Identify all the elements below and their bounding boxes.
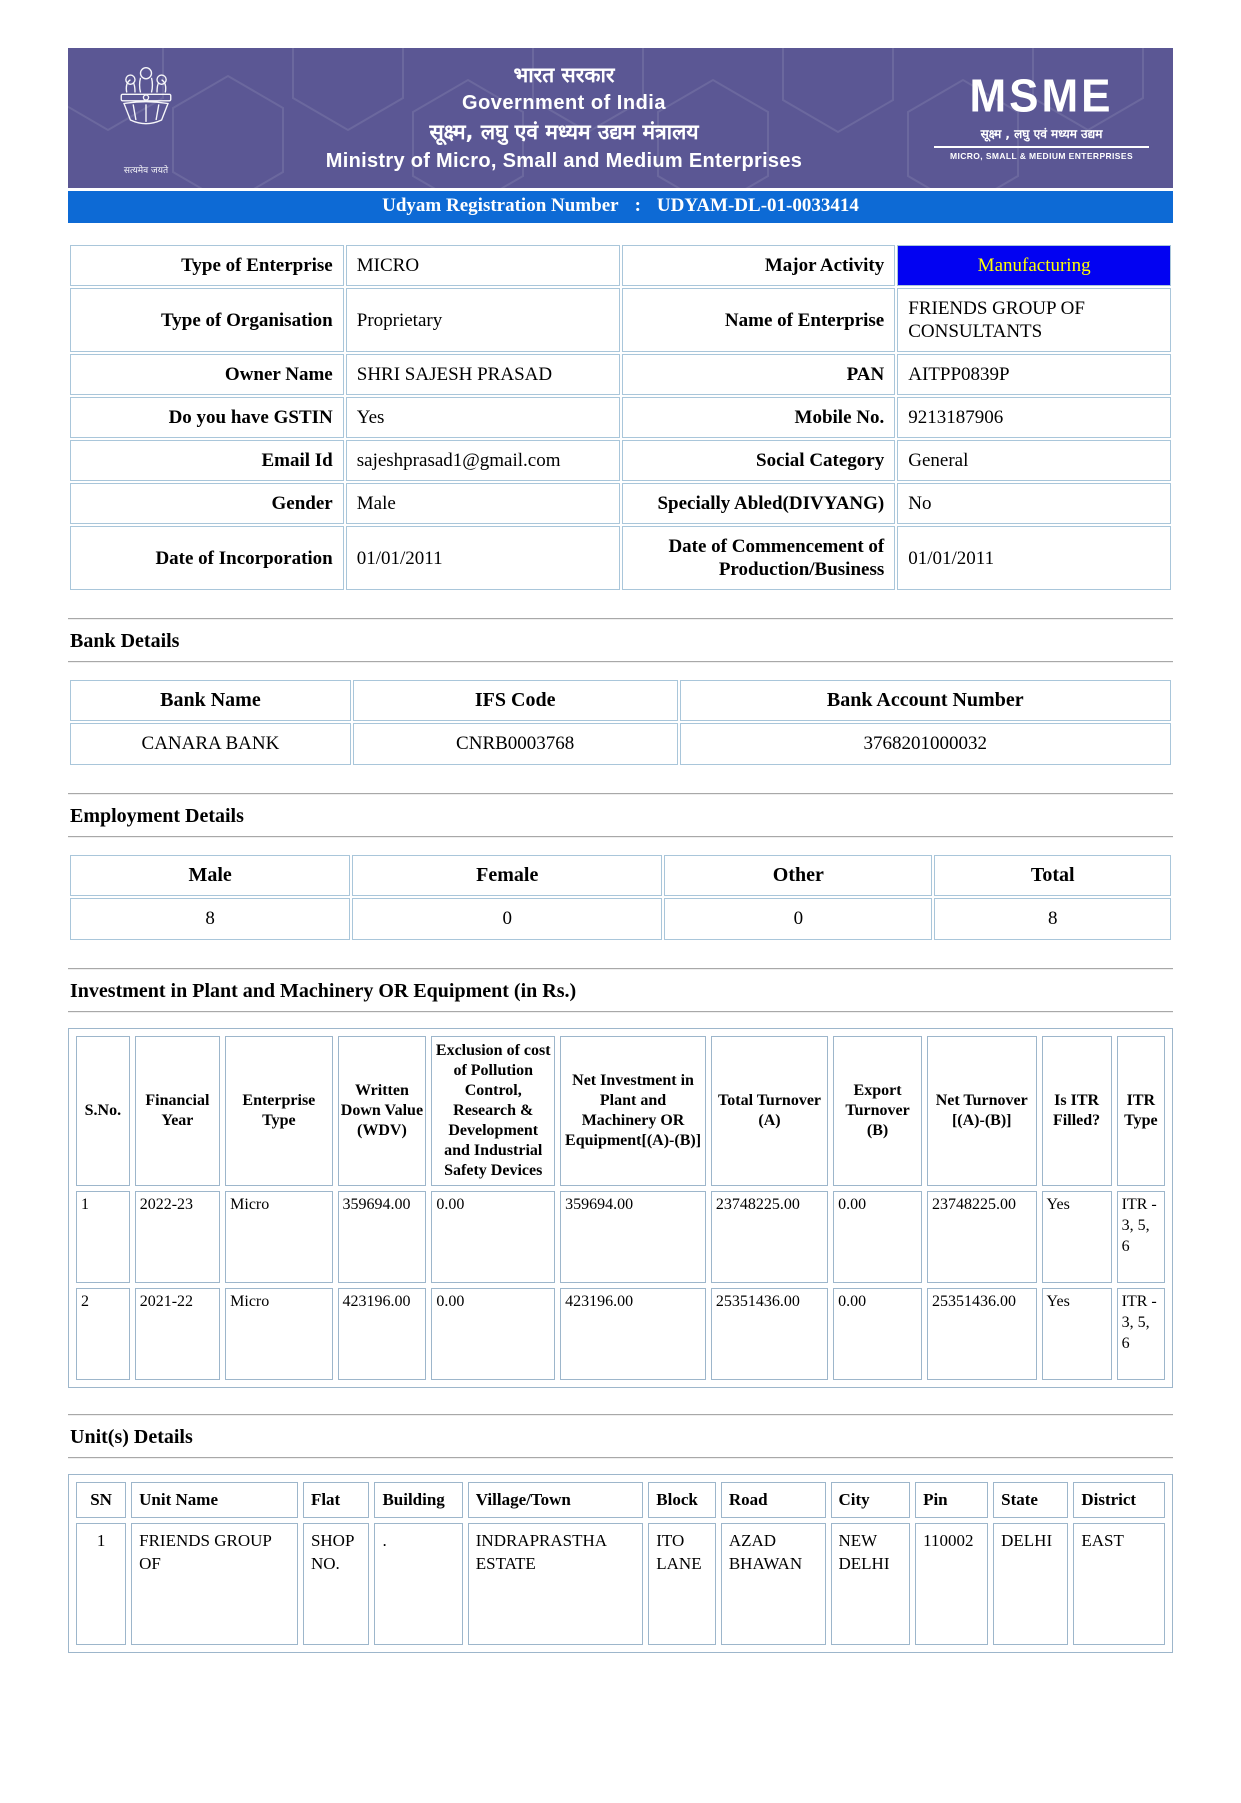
building-header: Building (374, 1482, 462, 1518)
employment-details-heading: Employment Details (70, 805, 244, 827)
table-row (70, 723, 1171, 765)
govt-header-banner (68, 48, 1173, 188)
data-cell: 0.00 (431, 1288, 555, 1380)
date-of-commencement-value: 01/01/2011 (897, 526, 1171, 590)
type-of-enterprise-value: MICRO (346, 245, 620, 286)
data-cell: Micro (225, 1288, 332, 1380)
male-header: Male (70, 855, 350, 896)
divider (68, 836, 1173, 839)
table-row (70, 288, 1171, 352)
bank-name-value: CANARA BANK (70, 723, 351, 765)
block-header: Block (648, 1482, 716, 1518)
net-turnover-header: Net Turnover [(A)-(B)] (927, 1036, 1037, 1186)
data-cell: 423196.00 (560, 1288, 706, 1380)
data-cell: ITR - 3, 5, 6 (1117, 1288, 1165, 1380)
data-cell: DELHI (993, 1523, 1068, 1645)
data-cell: SHOP NO. (303, 1523, 370, 1645)
financial-year-header: Financial Year (135, 1036, 220, 1186)
owner-name-value: SHRI SAJESH PRASAD (346, 354, 620, 395)
msme-logo (934, 70, 1149, 161)
type-of-enterprise-label: Type of Enterprise (70, 245, 344, 286)
data-cell: . (374, 1523, 462, 1645)
table-row (70, 483, 1171, 524)
data-cell: 2 (76, 1288, 130, 1380)
hindi-govt-title: भारत सरकार (513, 62, 615, 87)
data-cell: 2021-22 (135, 1288, 220, 1380)
gstin-label: Do you have GSTIN (70, 397, 344, 438)
ifs-code-header: IFS Code (353, 680, 678, 721)
investment-table-wrapper (68, 1028, 1173, 1388)
bank-details-table (68, 678, 1173, 767)
table-row (70, 440, 1171, 481)
hindi-ministry-title: सूक्ष्म, लघु एवं मध्यम उद्यम मंत्रालय (429, 119, 699, 144)
table-row (76, 1191, 1165, 1283)
divider (68, 1414, 1173, 1417)
village-town-header: Village/Town (468, 1482, 644, 1518)
data-cell: NEW DELHI (831, 1523, 911, 1645)
name-of-enterprise-value: FRIENDS GROUP OF CONSULTANTS (897, 288, 1171, 352)
english-govt-title: Government of India (462, 91, 666, 114)
total-header: Total (934, 855, 1171, 896)
major-activity-label: Major Activity (622, 245, 896, 286)
registration-number-bar (68, 191, 1173, 223)
divider (68, 618, 1173, 621)
data-cell: 423196.00 (338, 1288, 427, 1380)
gender-value: Male (346, 483, 620, 524)
name-of-enterprise-label: Name of Enterprise (622, 288, 896, 352)
registration-number-value: UDYAM-DL-01-0033414 (656, 195, 859, 216)
major-activity-value: Manufacturing (897, 245, 1171, 286)
other-header: Other (664, 855, 932, 896)
table-row (70, 354, 1171, 395)
data-cell: 1 (76, 1523, 126, 1645)
investment-table (71, 1031, 1170, 1385)
data-cell: 0.00 (833, 1288, 922, 1380)
type-of-organisation-value: Proprietary (346, 288, 620, 352)
data-cell: Yes (1042, 1288, 1112, 1380)
male-count: 8 (70, 898, 350, 940)
certificate-page (68, 48, 1173, 1653)
district-header: District (1073, 1482, 1165, 1518)
ashoka-emblem-icon (113, 61, 179, 157)
specially-abled-label: Specially Abled(DIVYANG) (622, 483, 896, 524)
table-row (70, 898, 1171, 940)
enterprise-details-table (68, 243, 1173, 592)
english-ministry-title: Ministry of Micro, Small and Medium Enterprises (325, 149, 803, 172)
sn-header: SN (76, 1482, 126, 1518)
flat-header: Flat (303, 1482, 370, 1518)
pin-header: Pin (915, 1482, 988, 1518)
date-of-commencement-label: Date of Commencement of Production/Business (622, 526, 896, 590)
social-category-value: General (897, 440, 1171, 481)
msme-logo-english: MICRO, SMALL & MEDIUM ENTERPRISES (949, 151, 1134, 161)
divider (68, 968, 1173, 971)
msme-logo-word: MSME (969, 70, 1114, 123)
divider (68, 1011, 1173, 1014)
registration-number-label: Udyam Registration Number (382, 195, 619, 216)
specially-abled-value: No (897, 483, 1171, 524)
table-row (70, 397, 1171, 438)
data-cell: AZAD BHAWAN (721, 1523, 826, 1645)
table-row (76, 1523, 1165, 1645)
female-header: Female (352, 855, 662, 896)
bank-details-heading: Bank Details (70, 630, 180, 652)
other-count: 0 (664, 898, 932, 940)
net-investment-header: Net Investment in Plant and Machinery OR Equipment[(A)-(B)] (560, 1036, 706, 1186)
type-of-organisation-label: Type of Organisation (70, 288, 344, 352)
social-category-label: Social Category (622, 440, 896, 481)
divider (68, 1457, 1173, 1460)
data-cell: ITR - 3, 5, 6 (1117, 1191, 1165, 1283)
gstin-value: Yes (346, 397, 620, 438)
units-table (71, 1477, 1170, 1650)
bank-account-number-header: Bank Account Number (680, 680, 1171, 721)
data-cell: 0.00 (833, 1191, 922, 1283)
enterprise-type-header: Enterprise Type (225, 1036, 332, 1186)
state-header: State (993, 1482, 1068, 1518)
is-itr-filled-header: Is ITR Filled? (1042, 1036, 1112, 1186)
data-cell: 23748225.00 (927, 1191, 1037, 1283)
units-heading: Unit(s) Details (70, 1426, 193, 1448)
email-value: sajeshprasad1@gmail.com (346, 440, 620, 481)
data-cell: Micro (225, 1191, 332, 1283)
data-cell: 359694.00 (560, 1191, 706, 1283)
city-header: City (831, 1482, 911, 1518)
data-cell: 23748225.00 (711, 1191, 828, 1283)
total-turnover-header: Total Turnover (A) (711, 1036, 828, 1186)
table-header-row (76, 1036, 1165, 1186)
date-of-incorporation-value: 01/01/2011 (346, 526, 620, 590)
pan-value: AITPP0839P (897, 354, 1171, 395)
units-table-wrapper (68, 1474, 1173, 1653)
ifs-code-value: CNRB0003768 (353, 723, 678, 765)
ministry-titles (194, 61, 934, 176)
pan-label: PAN (622, 354, 896, 395)
gender-label: Gender (70, 483, 344, 524)
employment-details-table (68, 853, 1173, 942)
table-row (70, 245, 1171, 286)
email-label: Email Id (70, 440, 344, 481)
divider (68, 661, 1173, 664)
data-cell: INDRAPRASTHA ESTATE (468, 1523, 644, 1645)
data-cell: 359694.00 (338, 1191, 427, 1283)
export-turnover-header: Export Turnover (B) (833, 1036, 922, 1186)
itr-type-header: ITR Type (1117, 1036, 1165, 1186)
female-count: 0 (352, 898, 662, 940)
data-cell: ITO LANE (648, 1523, 716, 1645)
total-count: 8 (934, 898, 1171, 940)
bank-name-header: Bank Name (70, 680, 351, 721)
wdv-header: Written Down Value (WDV) (338, 1036, 427, 1186)
mobile-label: Mobile No. (622, 397, 896, 438)
data-cell: 0.00 (431, 1191, 555, 1283)
data-cell: EAST (1073, 1523, 1165, 1645)
table-row (70, 680, 1171, 721)
road-header: Road (721, 1482, 826, 1518)
data-cell: 25351436.00 (927, 1288, 1037, 1380)
data-cell: 25351436.00 (711, 1288, 828, 1380)
msme-logo-hindi: सूक्ष्म , लघु एवं मध्यम उद्यम (934, 125, 1149, 148)
table-row (70, 526, 1171, 590)
data-cell: FRIENDS GROUP OF (131, 1523, 298, 1645)
table-row (70, 855, 1171, 896)
unit-name-header: Unit Name (131, 1482, 298, 1518)
data-cell: 1 (76, 1191, 130, 1283)
owner-name-label: Owner Name (70, 354, 344, 395)
data-cell: 110002 (915, 1523, 988, 1645)
table-header-row (76, 1482, 1165, 1518)
data-cell: Yes (1042, 1191, 1112, 1283)
data-cell: 2022-23 (135, 1191, 220, 1283)
date-of-incorporation-label: Date of Incorporation (70, 526, 344, 590)
exclusion-header: Exclusion of cost of Pollution Control, Research & Development and Industrial Safety Devices (431, 1036, 555, 1186)
sno-header: S.No. (76, 1036, 130, 1186)
emblem-motto: सत्यमेव जयते (123, 165, 169, 176)
registration-number-separator: : (634, 195, 641, 216)
mobile-value: 9213187906 (897, 397, 1171, 438)
table-row (76, 1288, 1165, 1380)
india-emblem (98, 61, 194, 176)
investment-heading: Investment in Plant and Machinery OR Equipment (in Rs.) (70, 980, 577, 1002)
divider (68, 793, 1173, 796)
bank-account-number-value: 3768201000032 (680, 723, 1171, 765)
